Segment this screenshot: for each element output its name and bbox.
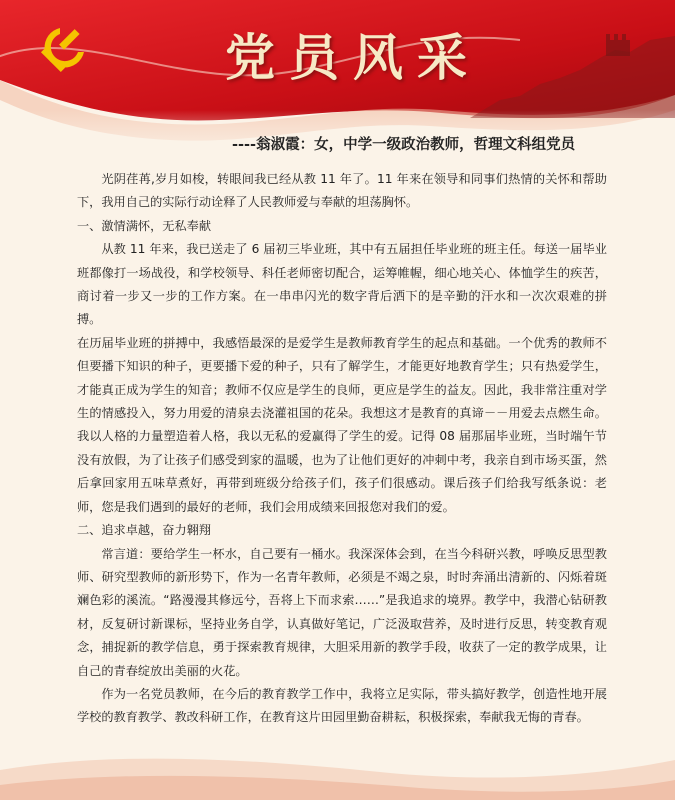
section-heading-2: 二、追求卓越，奋力翱翔 [77,523,212,538]
section-heading-1: 一、激情满怀，无私奉献 [77,218,212,233]
author-byline: ----翁淑霞：女，中学一级政治教师，哲理文科组党员 [232,137,576,153]
section1-paragraph-1: 从教 11 年来，我已送走了 6 届初三毕业班，其中有五届担任毕业班的班主任。每送一届毕业班都像打一场战役，和学校领导、科任老师密切配合，运筹帷幄，细心地关心、体恤学生的疾苦，商讨着一步又一步的工作方案。在一串串闪光的数字背后洒下的是辛勤的汗水和一次次艰难的拼搏。 [77,242,607,327]
article-body [77,168,607,730]
intro-paragraph: 光阴荏苒,岁月如梭，转眼间我已经从教 11 年了。11 年来在领导和同事们热情的关怀和帮助下，我用自己的实际行动诠释了人民教师爱与奉献的坦荡胸怀。 [77,172,607,210]
footer-decoration [0,730,675,800]
closing-paragraph: 作为一名党员教师，在今后的教育教学工作中，我将立足实际，带头搞好教学，创造性地开展学校的教育教学、教改科研工作，在教育这片田园里勤奋耕耘，积极探索，奉献我无悔的青春。 [77,686,607,725]
section2-paragraph-1: 常言道：要给学生一杯水，自己要有一桶水。我深深体会到，在当今科研兴教，呼唤反思型教师、研究型教师的新形势下，作为一名青年教师，必须是不竭之泉，时时奔涌出清新的、闪烁着斑斓色彩的溪流。“路漫漫其修远兮，吾将上下而求索……”是我追求的境界。教学中，我潜心钻研教材，反复研讨新课标，坚持业务自学，认真做好笔记，广泛汲取营养，及时进行反思，转变教育观念，捕捉新的教学信息，勇于探索教育规律，大胆采用新的教学手段，收获了一定的教学成果，让自己的青春绽放出美丽的火花。 [77,546,607,678]
section1-paragraph-2: 在历届毕业班的拼搏中，我感悟最深的是爱学生是教师教育学生的起点和基础。一个优秀的教师不但要播下知识的种子，更要播下爱的种子，只有了解学生，才能更好地教育学生；只有热爱学生，才能真正成为学生的知音；教师不仅应是学生的良师，更应是学生的益友。因此，我非常注重对学生的情感投入，努力用爱的清泉去浇灌祖国的花朵。我想这才是教育的真谛－－用爱去点燃生命。我以人格的力量塑造着人格，我以无私的爱赢得了学生的爱。记得 08 届那届毕业班，当时端午节没有放假，为了让孩子们感受到家的温暖，也为了让他们更好的冲刺中考，我亲自到市场买蛋，然后拿回家用五味草煮好，再带到班级分给孩子们，孩子们很感动。课后孩子们给我写纸条说：老师，您是我们遇到的最好的老师，我们会用成绩来回报您对我们的爱。 [77,335,607,514]
page-title: 党员风采 [225,28,481,87]
